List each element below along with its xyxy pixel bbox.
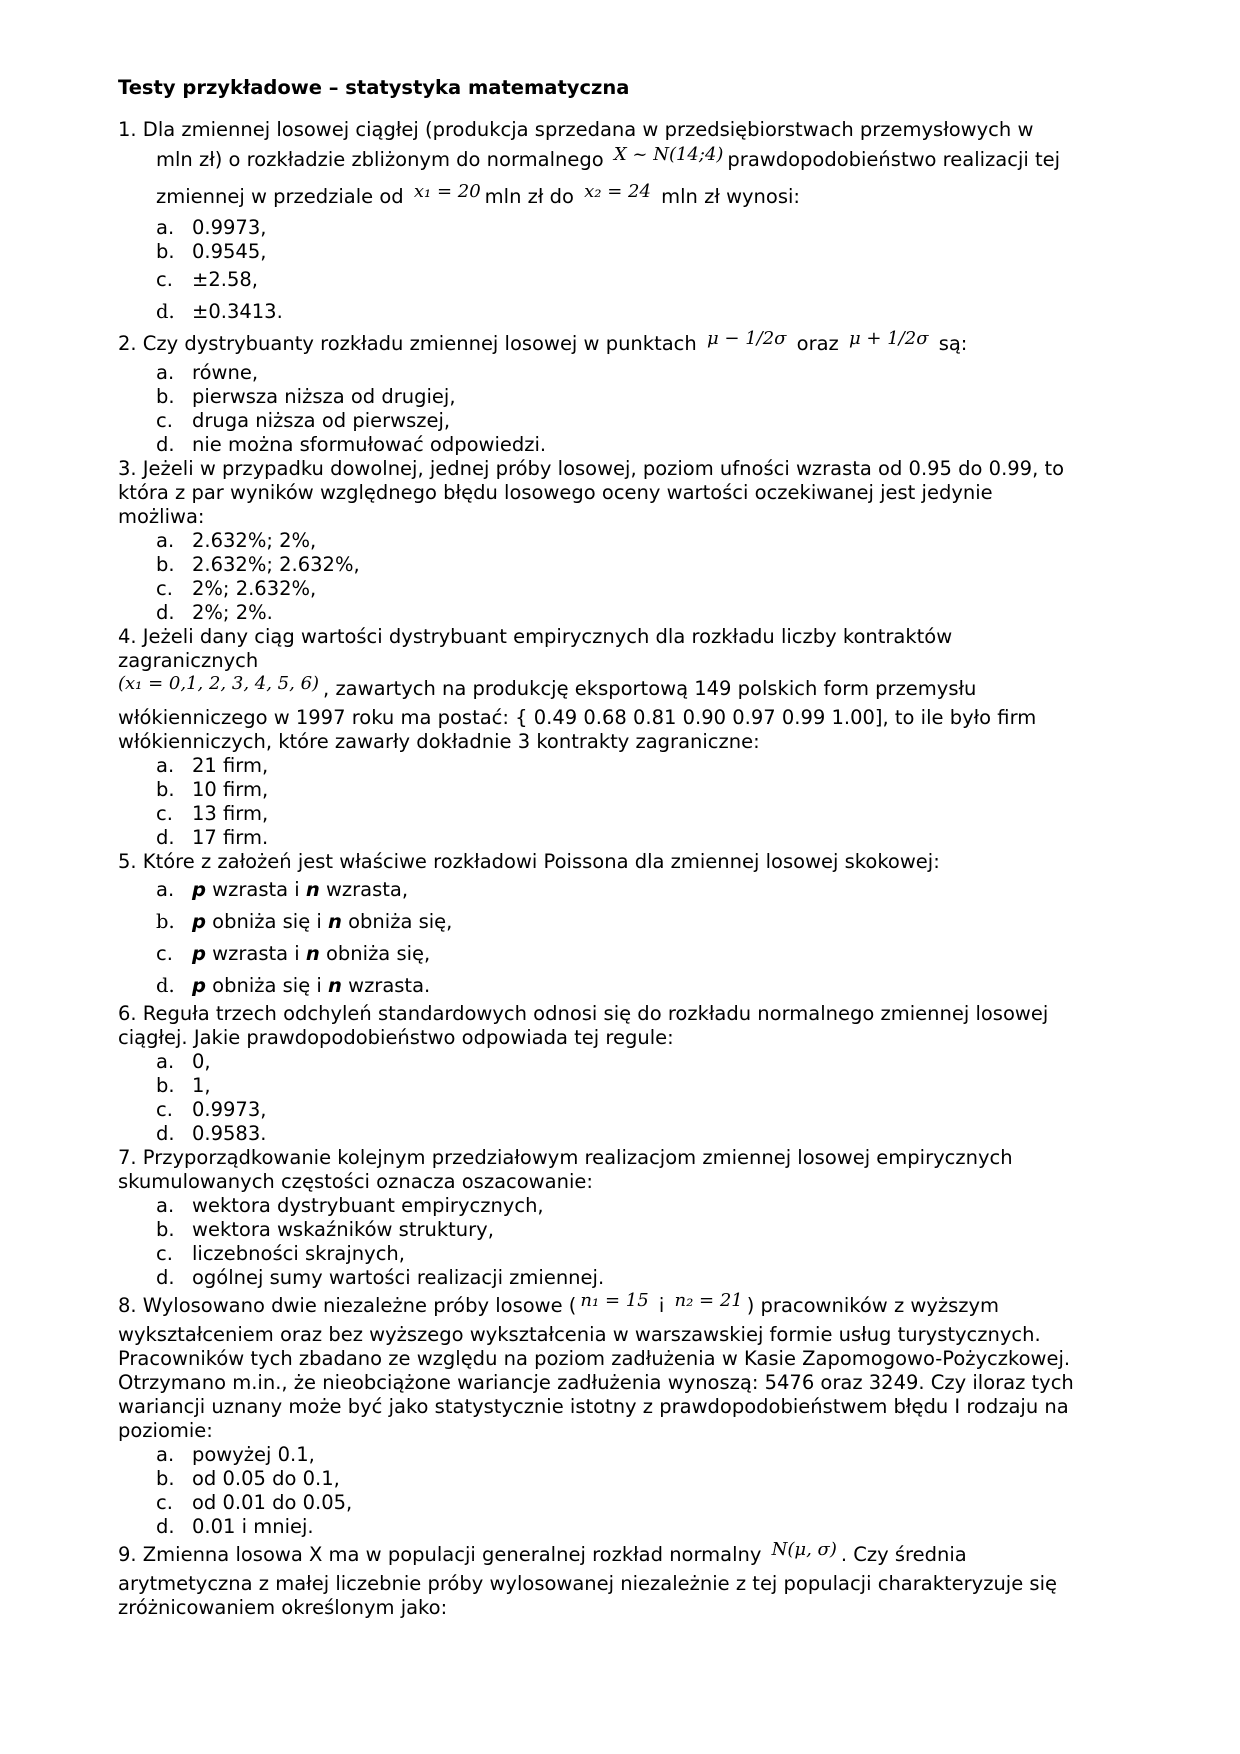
question-8-line-2: wykształceniem oraz bez wyższego wykształcenia w warszawskiej formie usług turystycznych.: [118, 1323, 1041, 1346]
option-d: d. 0.01 i mniej.: [156, 1515, 314, 1538]
option-d: d. nie można sformułować odpowiedzi.: [156, 433, 547, 456]
question-3: [118, 457, 1128, 625]
page-title: Testy przykładowe – statystyka matematyczna: [118, 76, 630, 99]
option-b: b. 0.9545,: [156, 240, 267, 263]
math-mu-minus: μ − 1/2σ: [706, 328, 787, 349]
question-3-options: [118, 529, 1128, 625]
question-2-options: [118, 361, 1128, 457]
question-1-line-1: 1. Dla zmiennej losowej ciągłej (produkcja sprzedana w przedsiębiorstwach przemysłowych w: [118, 118, 1034, 141]
question-9-line-1: 9. Zmienna losowa X ma w populacji generalnej rozkład normalny N(μ, σ) . Czy średnia: [118, 1539, 967, 1566]
question-8: [118, 1290, 1128, 1539]
option-c: c. ±2.58,: [156, 268, 258, 291]
option-c: c. 0.9973,: [156, 1098, 267, 1121]
question-1: [118, 118, 1128, 328]
question-6-line-1: 6. Reguła trzech odchyleń standardowych odnosi się do rozkładu normalnego zmiennej losowej: [118, 1002, 1049, 1025]
question-1-options: [118, 216, 1128, 328]
question-3-line-3: możliwa:: [118, 505, 205, 528]
question-8-line-1: 8. Wylosowano dwie niezależne próby losowe ( n₁ = 15 i n₂ = 21 ) pracowników z wyższym: [118, 1290, 1000, 1317]
option-a: a. p wzrasta i n wzrasta,: [156, 878, 409, 901]
question-3-line-1: 3. Jeżeli w przypadku dowolnej, jednej próby losowej, poziom ufności wzrasta od 0.95 do 0.99, to: [118, 457, 1065, 480]
question-9: [118, 1539, 1128, 1620]
question-5-line-1: 5. Które z założeń jest właściwe rozkładowi Poissona dla zmiennej losowej skokowej:: [118, 850, 940, 873]
math-n1: n₁ = 15: [580, 1290, 649, 1311]
math-x2: x₂ = 24: [584, 181, 651, 202]
option-c: c. od 0.01 do 0.05,: [156, 1491, 353, 1514]
math-n2: n₂ = 21: [674, 1290, 743, 1311]
option-b: b. 1,: [156, 1074, 211, 1097]
option-a: a. 0.9973,: [156, 216, 267, 239]
question-9-line-2: arytmetyczna z małej liczebnie próby wylosowanej niezależnie z tej populacji charakteryzuje się: [118, 1572, 1057, 1595]
question-1-line-3: zmiennej w przedziale od x₁ = 20 mln zł do x₂ = 24 mln zł wynosi:: [156, 181, 800, 208]
question-5-options: [118, 874, 1128, 1002]
question-7-line-2: skumulowanych częstości oznacza oszacowanie:: [118, 1170, 593, 1193]
option-a: a. wektora dystrybuant empirycznych,: [156, 1194, 544, 1217]
question-7-line-1: 7. Przyporządkowanie kolejnym przedziałowym realizacjom zmiennej losowej empirycznych: [118, 1146, 1013, 1169]
question-4-options: [118, 754, 1128, 850]
question-1-line-2: mln zł) o rozkładzie zbliżonym do normalnego X ~ N(14;4) prawdopodobieństwo realizacji tej: [156, 144, 1061, 171]
option-a: a. 2.632%; 2%,: [156, 529, 317, 552]
option-d: d. p obniża się i n wzrasta.: [156, 974, 431, 997]
question-4-line-2: zagranicznych: [118, 649, 259, 672]
math-normal-distribution: X ~ N(14;4): [613, 144, 724, 165]
question-8-line-4: Otrzymano m.in., że nieobciążone wariancje zadłużenia wynoszą: 5476 oraz 3249. Czy iloraz tych: [118, 1371, 1074, 1394]
option-b: b. 2.632%; 2.632%,: [156, 553, 360, 576]
question-6-options: [118, 1050, 1128, 1146]
option-c: c. druga niższa od pierwszej,: [156, 409, 451, 432]
option-c: c. p wzrasta i n obniża się,: [156, 942, 431, 965]
option-c: c. 13 firm,: [156, 802, 269, 825]
question-8-line-5: wariancji uznany może być jako statystycznie istotny z prawdopodobieństwem błędu I rodzaju na: [118, 1395, 1069, 1418]
question-2: [118, 328, 1128, 457]
question-7: [118, 1146, 1128, 1290]
option-b: b. p obniża się i n obniża się,: [156, 910, 453, 933]
option-a: a. równe,: [156, 361, 259, 384]
question-6: [118, 1002, 1128, 1146]
question-6-line-2: ciągłej. Jakie prawdopodobieństwo odpowiada tej regule:: [118, 1026, 674, 1049]
option-a: a. 0,: [156, 1050, 211, 1073]
option-d: d. 2%; 2%.: [156, 601, 273, 624]
option-c: c. 2%; 2.632%,: [156, 577, 317, 600]
question-4-line-5: włókienniczych, które zawarły dokładnie 3 kontrakty zagraniczne:: [118, 730, 760, 753]
question-4: [118, 625, 1128, 850]
option-a: a. powyżej 0.1,: [156, 1443, 315, 1466]
document-page: [118, 76, 1128, 1620]
option-a: a. 21 firm,: [156, 754, 269, 777]
option-c: c. liczebności skrajnych,: [156, 1242, 405, 1265]
math-normal-mu-sigma: N(μ, σ): [771, 1539, 837, 1560]
question-4-line-3: (x₁ = 0,1, 2, 3, 4, 5, 6) , zawartych na produkcję eksportową 149 polskich form przemysłu: [118, 673, 977, 700]
math-mu-plus: μ + 1/2σ: [849, 328, 929, 349]
question-4-line-4: włókienniczego w 1997 roku ma postać: { 0.49 0.68 0.81 0.90 0.97 0.99 1.00], to ile było firm: [118, 706, 1037, 729]
question-9-line-3: zróżnicowaniem określonym jako:: [118, 1596, 448, 1619]
option-d: d. ±0.3413.: [156, 300, 283, 323]
option-d: d. ogólnej sumy wartości realizacji zmiennej.: [156, 1266, 605, 1289]
option-d: d. 17 firm.: [156, 826, 269, 849]
question-4-line-1: 4. Jeżeli dany ciąg wartości dystrybuant empirycznych dla rozkładu liczby kontraktów: [118, 625, 953, 648]
option-b: b. 10 firm,: [156, 778, 269, 801]
math-x1: x₁ = 20: [413, 181, 481, 202]
option-b: b. od 0.05 do 0.1,: [156, 1467, 340, 1490]
math-x-values: (x₁ = 0,1, 2, 3, 4, 5, 6): [118, 673, 320, 694]
question-8-line-6: poziomie:: [118, 1419, 213, 1442]
question-3-line-2: która z par wyników względnego błędu losowego oceny wartości oczekiwanej jest jedynie: [118, 481, 993, 504]
question-5: [118, 850, 1128, 1002]
question-8-line-3: Pracowników tych zbadano ze względu na poziom zadłużenia w Kasie Zapomogowo-Pożyczkowej.: [118, 1347, 1071, 1370]
option-d: d. 0.9583.: [156, 1122, 267, 1145]
question-2-line-1: 2. Czy dystrybuanty rozkładu zmiennej losowej w punktach μ − 1/2σ oraz μ + 1/2σ są:: [118, 328, 968, 355]
question-8-options: [118, 1443, 1128, 1539]
option-b: b. pierwsza niższa od drugiej,: [156, 385, 456, 408]
option-b: b. wektora wskaźników struktury,: [156, 1218, 494, 1241]
question-7-options: [118, 1194, 1128, 1290]
